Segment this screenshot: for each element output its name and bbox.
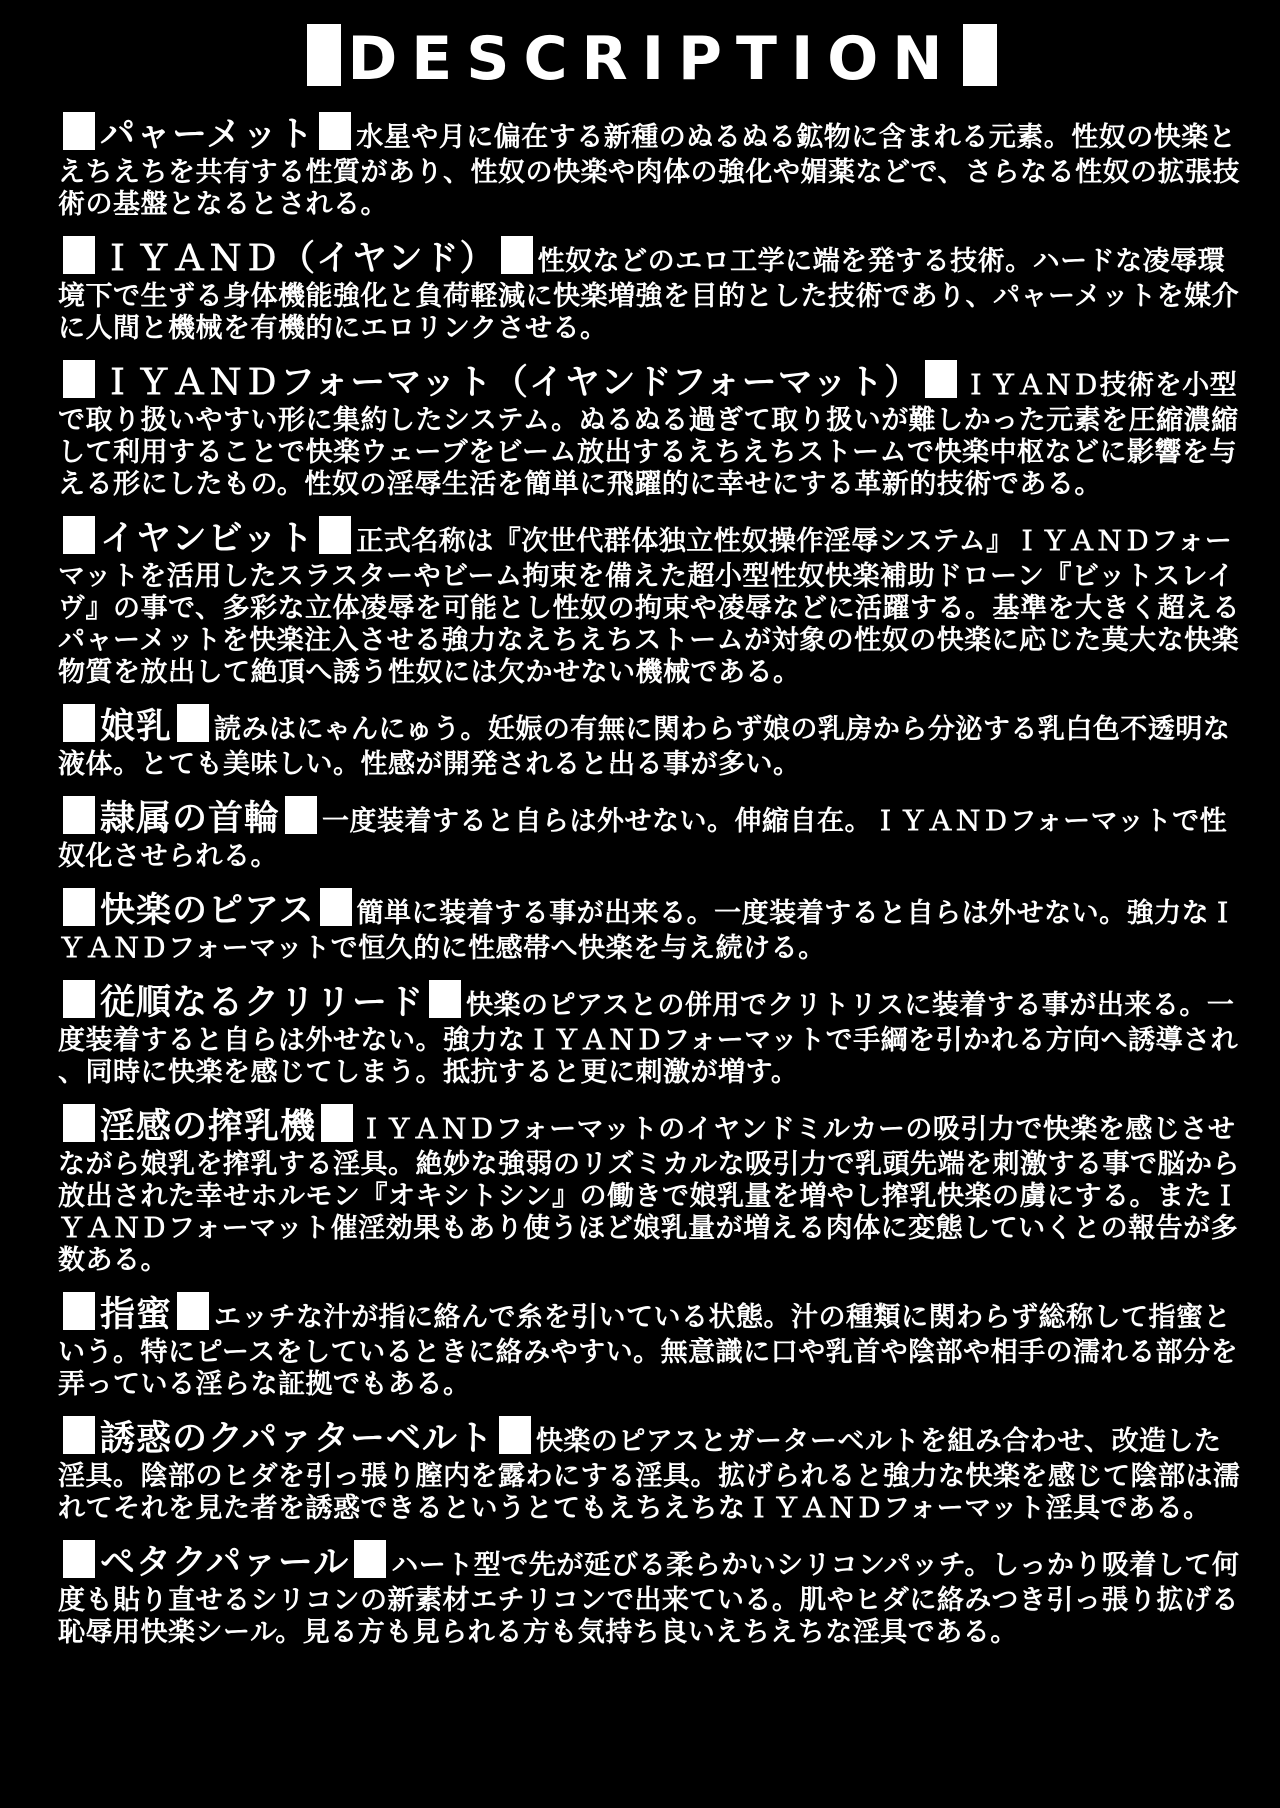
entry-body: 快楽のピアスとの併用でクリトリスに装着する事が出来る。一度装着すると自らは外せない。強力なＩＹＡＮＤフォーマットで手綱を引かれる方向へ誘導され、同時に快楽を感じてしまう。抵抗すると更に刺激が増す。 — [58, 990, 1239, 1088]
entry-heading — [58, 1107, 358, 1147]
glossary-entry — [58, 796, 1246, 873]
entry-term: ＩＹＡＮＤ（イヤンド） — [100, 239, 496, 279]
glossary-entry — [58, 888, 1246, 965]
entry-heading — [58, 1419, 536, 1459]
glossary-entry — [58, 1104, 1246, 1277]
entry-heading — [58, 1295, 214, 1335]
entry-heading — [58, 1543, 391, 1583]
glossary-entry — [58, 1540, 1246, 1649]
entry-term: 淫感の搾乳機 — [100, 1107, 317, 1147]
square-marker-icon — [177, 704, 209, 742]
entry-heading — [58, 363, 962, 403]
entry-term: 娘乳 — [100, 707, 173, 747]
square-marker-icon — [354, 1540, 386, 1578]
square-marker-icon — [925, 360, 957, 398]
entry-term: イヤンビット — [100, 519, 315, 559]
entry-body: ハート型で先が延びる柔らかいシリコンパッチ。しっかり吸着して何度も貼り直せるシリコンの新素材エチリコンで出来ている。肌やヒダに絡みつき引っ張り拡げる恥辱用快楽シール。見る方も見られる方も気持ち良いえちえちな淫具である。 — [58, 1550, 1240, 1648]
glossary-entry — [58, 516, 1246, 689]
square-marker-icon — [319, 112, 351, 150]
square-marker-icon — [63, 360, 95, 398]
entry-term: 指蜜 — [100, 1295, 173, 1335]
glossary-entry — [58, 236, 1246, 345]
square-marker-icon — [63, 796, 95, 834]
entry-heading — [58, 239, 538, 279]
square-marker-icon — [63, 980, 95, 1018]
square-marker-icon — [320, 888, 352, 926]
entry-heading — [58, 983, 466, 1023]
entry-heading — [58, 519, 356, 559]
entry-term: 誘惑のクパァターベルト — [100, 1419, 494, 1459]
glossary-entry — [58, 360, 1246, 501]
entry-heading — [58, 707, 214, 747]
entry-term: 従順なるクリリード — [100, 983, 425, 1023]
glossary-entry — [58, 704, 1246, 781]
square-marker-icon — [499, 1416, 531, 1454]
square-marker-icon — [501, 236, 533, 274]
entry-term: 快楽のピアス — [100, 891, 315, 931]
glossary-entry — [58, 1292, 1246, 1401]
square-marker-icon — [319, 516, 351, 554]
square-marker-icon — [63, 1292, 95, 1330]
entry-term: ペタクパァール — [100, 1543, 350, 1583]
entry-body: 性奴などのエロ工学に端を発する技術。ハードな凌辱環境下で生ずる身体機能強化と負荷軽減に快楽増強を目的とした技術であり、パャーメットを媒介に人間と機械を有機的にエロリンクさせる。 — [58, 246, 1240, 344]
glossary-entry — [58, 980, 1246, 1089]
entry-term: パャーメット — [100, 115, 315, 155]
entry-body: ＩＹＡＮＤフォーマットのイヤンドミルカーの吸引力で快楽を感じさせながら娘乳を搾乳する淫具。絶妙な強弱のリズミカルな吸引力で乳頭先端を刺激する事で脳から放出された幸せホルモン『オキシトシン』の働きで娘乳量を増やし搾乳快楽の虜にする。またＩＹＡＮＤフォーマット催淫効果もあり使うほど娘乳量が増える肉体に変態していくとの報告が多数ある。 — [58, 1114, 1240, 1276]
entry-term: ＩＹＡＮＤフォーマット（イヤンドフォーマット） — [100, 363, 921, 403]
entry-body: 快楽のピアスとガーターベルトを組み合わせ、改造した淫具。陰部のヒダを引っ張り膣内を露わにする淫具。拡げられると強力な快楽を感じて陰部は濡れてそれを見た者を誘惑できるというとてもえちえちなＩＹＡＮＤフォーマット淫具である。 — [58, 1426, 1241, 1524]
entry-body: 正式名称は『次世代群体独立性奴操作淫辱システム』ＩＹＡＮＤフォーマットを活用したスラスターやビーム拘束を備えた超小型性奴快楽補助ドローン『ビットスレイヴ』の事で、多彩な立体凌辱を可能とし性奴の拘束や凌辱などに活躍する。基準を大きく超えるパャーメットを快楽注入させる強力なえちえちストームが対象の性奴の快楽に応じた莫大な快楽物質を放出して絶頂へ誘う性奴には欠かせない機械である。 — [58, 526, 1240, 688]
square-marker-icon — [63, 112, 95, 150]
square-marker-icon — [63, 516, 95, 554]
entry-body: 一度装着すると自らは外せない。伸縮自在。ＩＹＡＮＤフォーマットで性奴化させられる。 — [58, 806, 1228, 872]
square-marker-icon — [285, 796, 317, 834]
entry-body: 読みはにゃんにゅう。妊娠の有無に関わらず娘の乳房から分泌する乳白色不透明な液体。とても美味しい。性感が開発されると出る事が多い。 — [58, 714, 1231, 780]
entry-heading — [58, 799, 322, 839]
entry-body: 簡単に装着する事が出来る。一度装着すると自らは外せない。強力なＩＹＡＮＤフォーマットで恒久的に性感帯へ快楽を与え続ける。 — [58, 898, 1237, 964]
entry-term: 隷属の首輪 — [100, 799, 281, 839]
square-marker-icon — [63, 888, 95, 926]
square-marker-icon — [429, 980, 461, 1018]
page-title — [58, 24, 1246, 94]
entry-heading — [58, 115, 356, 155]
square-marker-icon — [63, 1416, 95, 1454]
square-marker-icon — [63, 236, 95, 274]
entry-body: エッチな汁が指に絡んで糸を引いている状態。汁の種類に関わらず総称して指蜜という。特にピースをしているときに絡みやすい。無意識に口や乳首や陰部や相手の濡れる部分を弄っている淫らな証拠でもある。 — [58, 1302, 1239, 1400]
entry-body: 水星や月に偏在する新種のぬるぬる鉱物に含まれる元素。性奴の快楽とえちえちを共有する性質があり、性奴の快楽や肉体の強化や媚薬などで、さらなる性奴の拡張技術の基盤となるとされる。 — [58, 122, 1240, 220]
title-square-right-icon — [963, 24, 997, 86]
square-marker-icon — [63, 1104, 95, 1142]
title-square-left-icon — [307, 24, 341, 86]
square-marker-icon — [321, 1104, 353, 1142]
entry-heading — [58, 891, 357, 931]
square-marker-icon — [63, 1540, 95, 1578]
square-marker-icon — [63, 704, 95, 742]
page-title-text: DESCRIPTION — [347, 24, 957, 94]
glossary-entry — [58, 112, 1246, 221]
entry-body: ＩＹＡＮＤ技術を小型で取り扱いやすい形に集約したシステム。ぬるぬる過ぎて取り扱いが難しかった元素を圧縮濃縮して利用することで快楽ウェーブをビーム放出するえちえちストームで快楽中枢などに影響を与える形にしたもの。性奴の淫辱生活を簡単に飛躍的に幸せにする革新的技術である。 — [58, 370, 1239, 500]
square-marker-icon — [177, 1292, 209, 1330]
glossary-entry — [58, 1416, 1246, 1525]
